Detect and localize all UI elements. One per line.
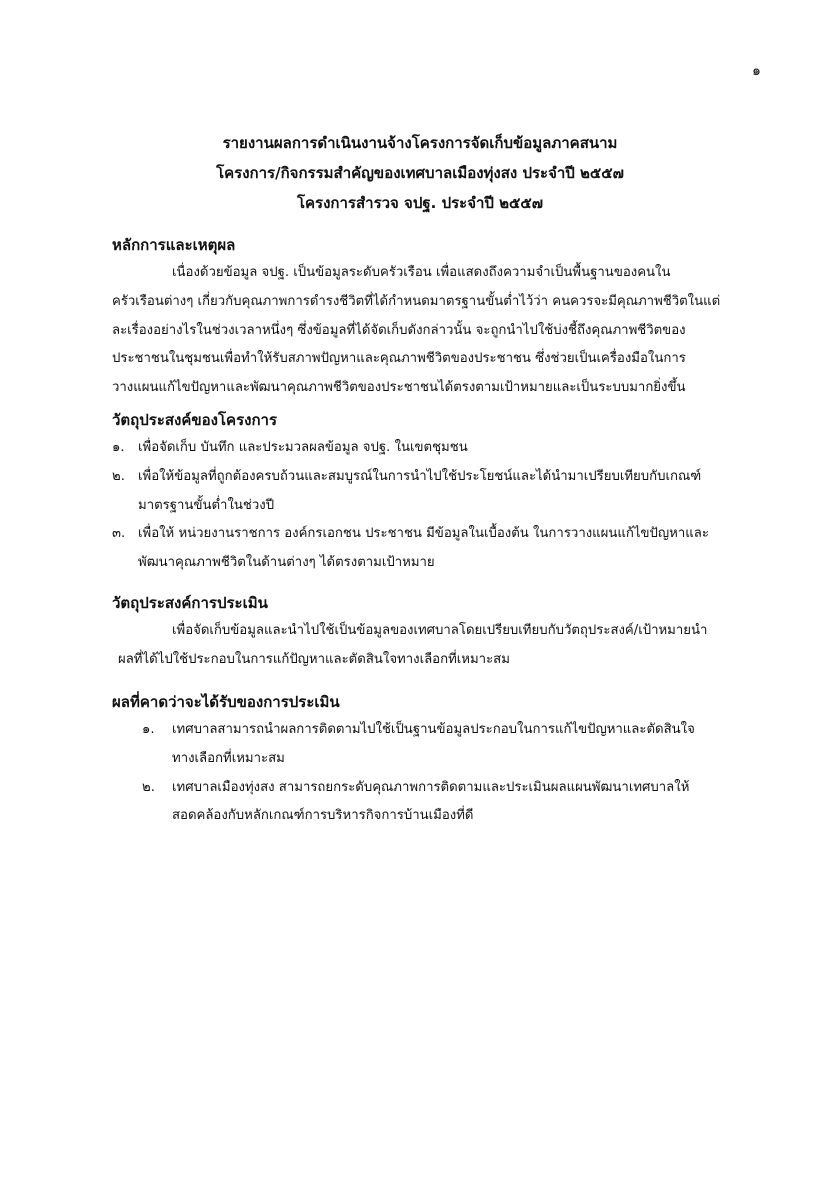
evaluation-section — [112, 589, 742, 675]
result-text: สอดคล้องกับหลักเกณฑ์การบริหารกิจการบ้านเมืองที่ดี — [172, 808, 474, 824]
objective-item — [112, 463, 742, 521]
result-text: เทศบาลสามารถนำผลการติดตามไปใช้เป็นฐานข้อมูลประกอบในการแก้ไขปัญหาและตัดสินใจ — [172, 722, 695, 737]
expected-results-section — [112, 688, 742, 831]
expected-results-heading: ผลที่คาดว่าจะได้รับของการประเมิน — [112, 693, 340, 711]
evaluation-line: เพื่อจัดเก็บข้อมูลและนำไปใช้เป็นข้อมูลของเทศบาลโดยเปรียบเทียบกับวัตถุประสงค์/เป้าหมายนำ — [172, 623, 708, 638]
evaluation-line: ผลที่ได้ไปใช้ประกอบในการแก้ปัญหาและตัดสินใจทางเลือกที่เหมาะสม — [118, 651, 510, 667]
objective-text: เพื่อให้ หน่วยงานราชการ องค์กรเอกชน ประชาชน มีข้อมูลในเบื้องต้น ในการวางแผนแก้ไขปัญหาและ — [138, 526, 709, 542]
objective-text: เพื่อจัดเก็บ บันทึก และประมวลผลข้อมูล จปฐ. ในเขตชุมชน — [138, 440, 468, 455]
objective-number: ๒. — [112, 468, 125, 484]
document-title — [100, 128, 740, 218]
objective-text: เพื่อให้ข้อมูลที่ถูกต้องครบถ้วนและสมบูรณ์ในการนำไปใช้ประโยชน์และได้นำมาเปรียบเทียบกับเกณฑ์ — [138, 468, 702, 484]
objectives-heading: วัตถุประสงค์ของโครงการ — [112, 411, 278, 429]
objective-item — [112, 520, 742, 578]
result-item — [112, 774, 742, 832]
principles-line: วางแผนแก้ไขปัญหาและพัฒนาคุณภาพชีวิตของประชาชนได้ตรงตามเป้าหมายและเป็นระบบมากยิ่งขึ้น — [112, 380, 686, 396]
title-line-3: โครงการสำรวจ จปฐ. ประจำปี ๒๕๕๗ — [296, 194, 544, 212]
evaluation-heading: วัตถุประสงค์การประเมิน — [112, 594, 268, 612]
principles-line: เนื่องด้วยข้อมูล จปฐ. เป็นข้อมูลระดับครัวเรือน เพื่อแสดงถึงความจำเป็นพื้นฐานของคนใน — [172, 265, 671, 280]
result-number: ๒. — [142, 779, 155, 795]
title-line-1: รายงานผลการดำเนินงานจ้างโครงการจัดเก็บข้อมูลภาคสนาม — [222, 134, 618, 152]
objective-number: ๑. — [112, 440, 125, 455]
objective-number: ๓. — [112, 526, 126, 542]
objective-text: พัฒนาคุณภาพชีวิตในด้านต่างๆ ได้ตรงตามเป้าหมาย — [138, 555, 435, 571]
result-text: เทศบาลเมืองทุ่งสง สามารถยกระดับคุณภาพการติดตามและประเมินผลแผนพัฒนาเทศบาลให้ — [172, 779, 690, 795]
objectives-section — [112, 406, 742, 578]
objective-text: มาตรฐานขั้นต่ำในช่วงปี — [138, 497, 275, 513]
objective-item — [112, 434, 742, 463]
title-line-2: โครงการ/กิจกรรมสำคัญของเทศบาลเมืองทุ่งสง ประจำปี ๒๕๕๗ — [216, 164, 624, 182]
result-item — [112, 716, 742, 774]
principles-line: ครัวเรือนต่างๆ เกี่ยวกับคุณภาพการดำรงชีวิตที่ได้กำหนดมาตรฐานขั้นต่ำไว้ว่า คนควรจะมีคุณภาพชีวิตในแต่ — [112, 293, 721, 309]
result-number: ๑. — [142, 722, 155, 737]
principles-line: ประชาชนในชุมชนเพื่อทำให้รับสภาพปัญหาและคุณภาพชีวิตของประชาชน ซึ่งช่วยเป็นเครื่องมือในการ — [112, 351, 686, 367]
result-text: ทางเลือกที่เหมาะสม — [172, 750, 285, 766]
page-number: ๑ — [752, 63, 761, 79]
principles-section — [112, 231, 742, 403]
principles-heading: หลักการและเหตุผล — [112, 236, 236, 254]
principles-line: ละเรื่องอย่างไรในช่วงเวลาหนึ่งๆ ซึ่งข้อมูลที่ได้จัดเก็บดังกล่าวนั้น จะถูกนำไปใช้บ่งชี้ถึงคุณภาพชีวิตของ — [112, 322, 686, 338]
